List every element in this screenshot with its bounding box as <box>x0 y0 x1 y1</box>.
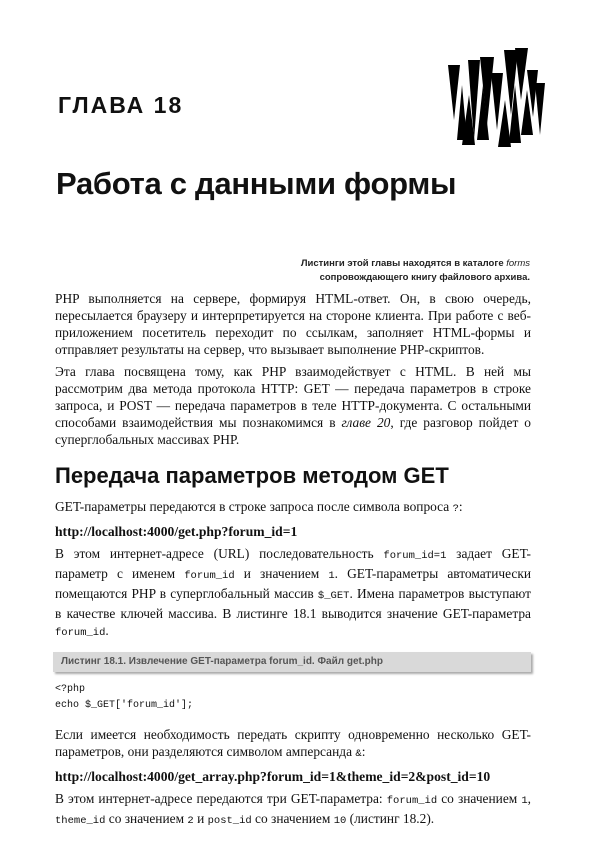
example-url-1: http://localhost:4000/get.php?forum_id=1 <box>55 524 298 539</box>
paragraph-url-explanation: В этом интернет-адресе (URL) последовательность forum_id=1 задает GET-параметр с именем forum_id и значением 1. GET-параметры автоматически помещаются PHP в суперглобальный массив $_GET. Имена параметров выступают в качестве ключей массива. В листинге 18.1 выводится значение GET-параметра forum_id. <box>55 546 531 639</box>
paragraph-get-params: GET-параметры передаются в строке запроса после символа вопроса ?: <box>55 499 463 515</box>
paragraph-multiple-params: Если имеется необходимость передать скрипту одновременно несколько GET-параметров, они разделяются символом амперсанда &: <box>55 727 531 760</box>
listings-note <box>301 257 530 285</box>
section-heading: Передача параметров методом GET <box>55 463 449 488</box>
example-url-2: http://localhost:4000/get_array.php?forum_id=1&theme_id=2&post_id=10 <box>55 769 491 784</box>
paragraph-overview: Эта глава посвящена тому, как PHP взаимодействует с HTML. В ней мы рассмотрим два метода протокола HTTP: GET — передача параметров в строке запроса, и POST — передача параметров в теле HTTP-документа. С остальными способами взаимодействия мы познакомимся в главе 20, где разговор пойдет о суперглобальных массивах PHP. <box>55 364 531 447</box>
paragraph-intro: PHP выполняется на сервере, формируя HTML-ответ. Он, в свою очередь, пересылается браузеру и интерпретируется на стороне клиента. При работе с веб-приложением посетитель переходит по ссылкам, заполняет HTML-формы и отправляет результаты на сервер, что вызывает выполнение PHP-скриптов. <box>55 291 531 357</box>
chapter-title: Работа с данными формы <box>56 166 457 201</box>
note-text: Листинги этой главы находятся в каталоге <box>300 258 507 269</box>
code-line: echo $_GET['forum_id']; <box>55 700 194 711</box>
note-text-2: сопровождающего книгу файлового архива. <box>319 272 530 283</box>
body-content <box>55 290 531 845</box>
chapter-label: ГЛАВА 18 <box>58 92 184 118</box>
chapter-logo-icon <box>445 45 550 150</box>
code-line: <?php <box>55 684 86 695</box>
listing-caption: Листинг 18.1. Извлечение GET-параметра forum_id. Файл get.php <box>53 652 531 672</box>
paragraph-three-params: В этом интернет-адресе передаются три GET-параметра: forum_id со значением 1, theme_id со значением 2 и post_id со значением 10 (листинг 18.2). <box>55 791 531 827</box>
code-listing <box>55 682 531 714</box>
note-folder: forms <box>506 258 530 269</box>
